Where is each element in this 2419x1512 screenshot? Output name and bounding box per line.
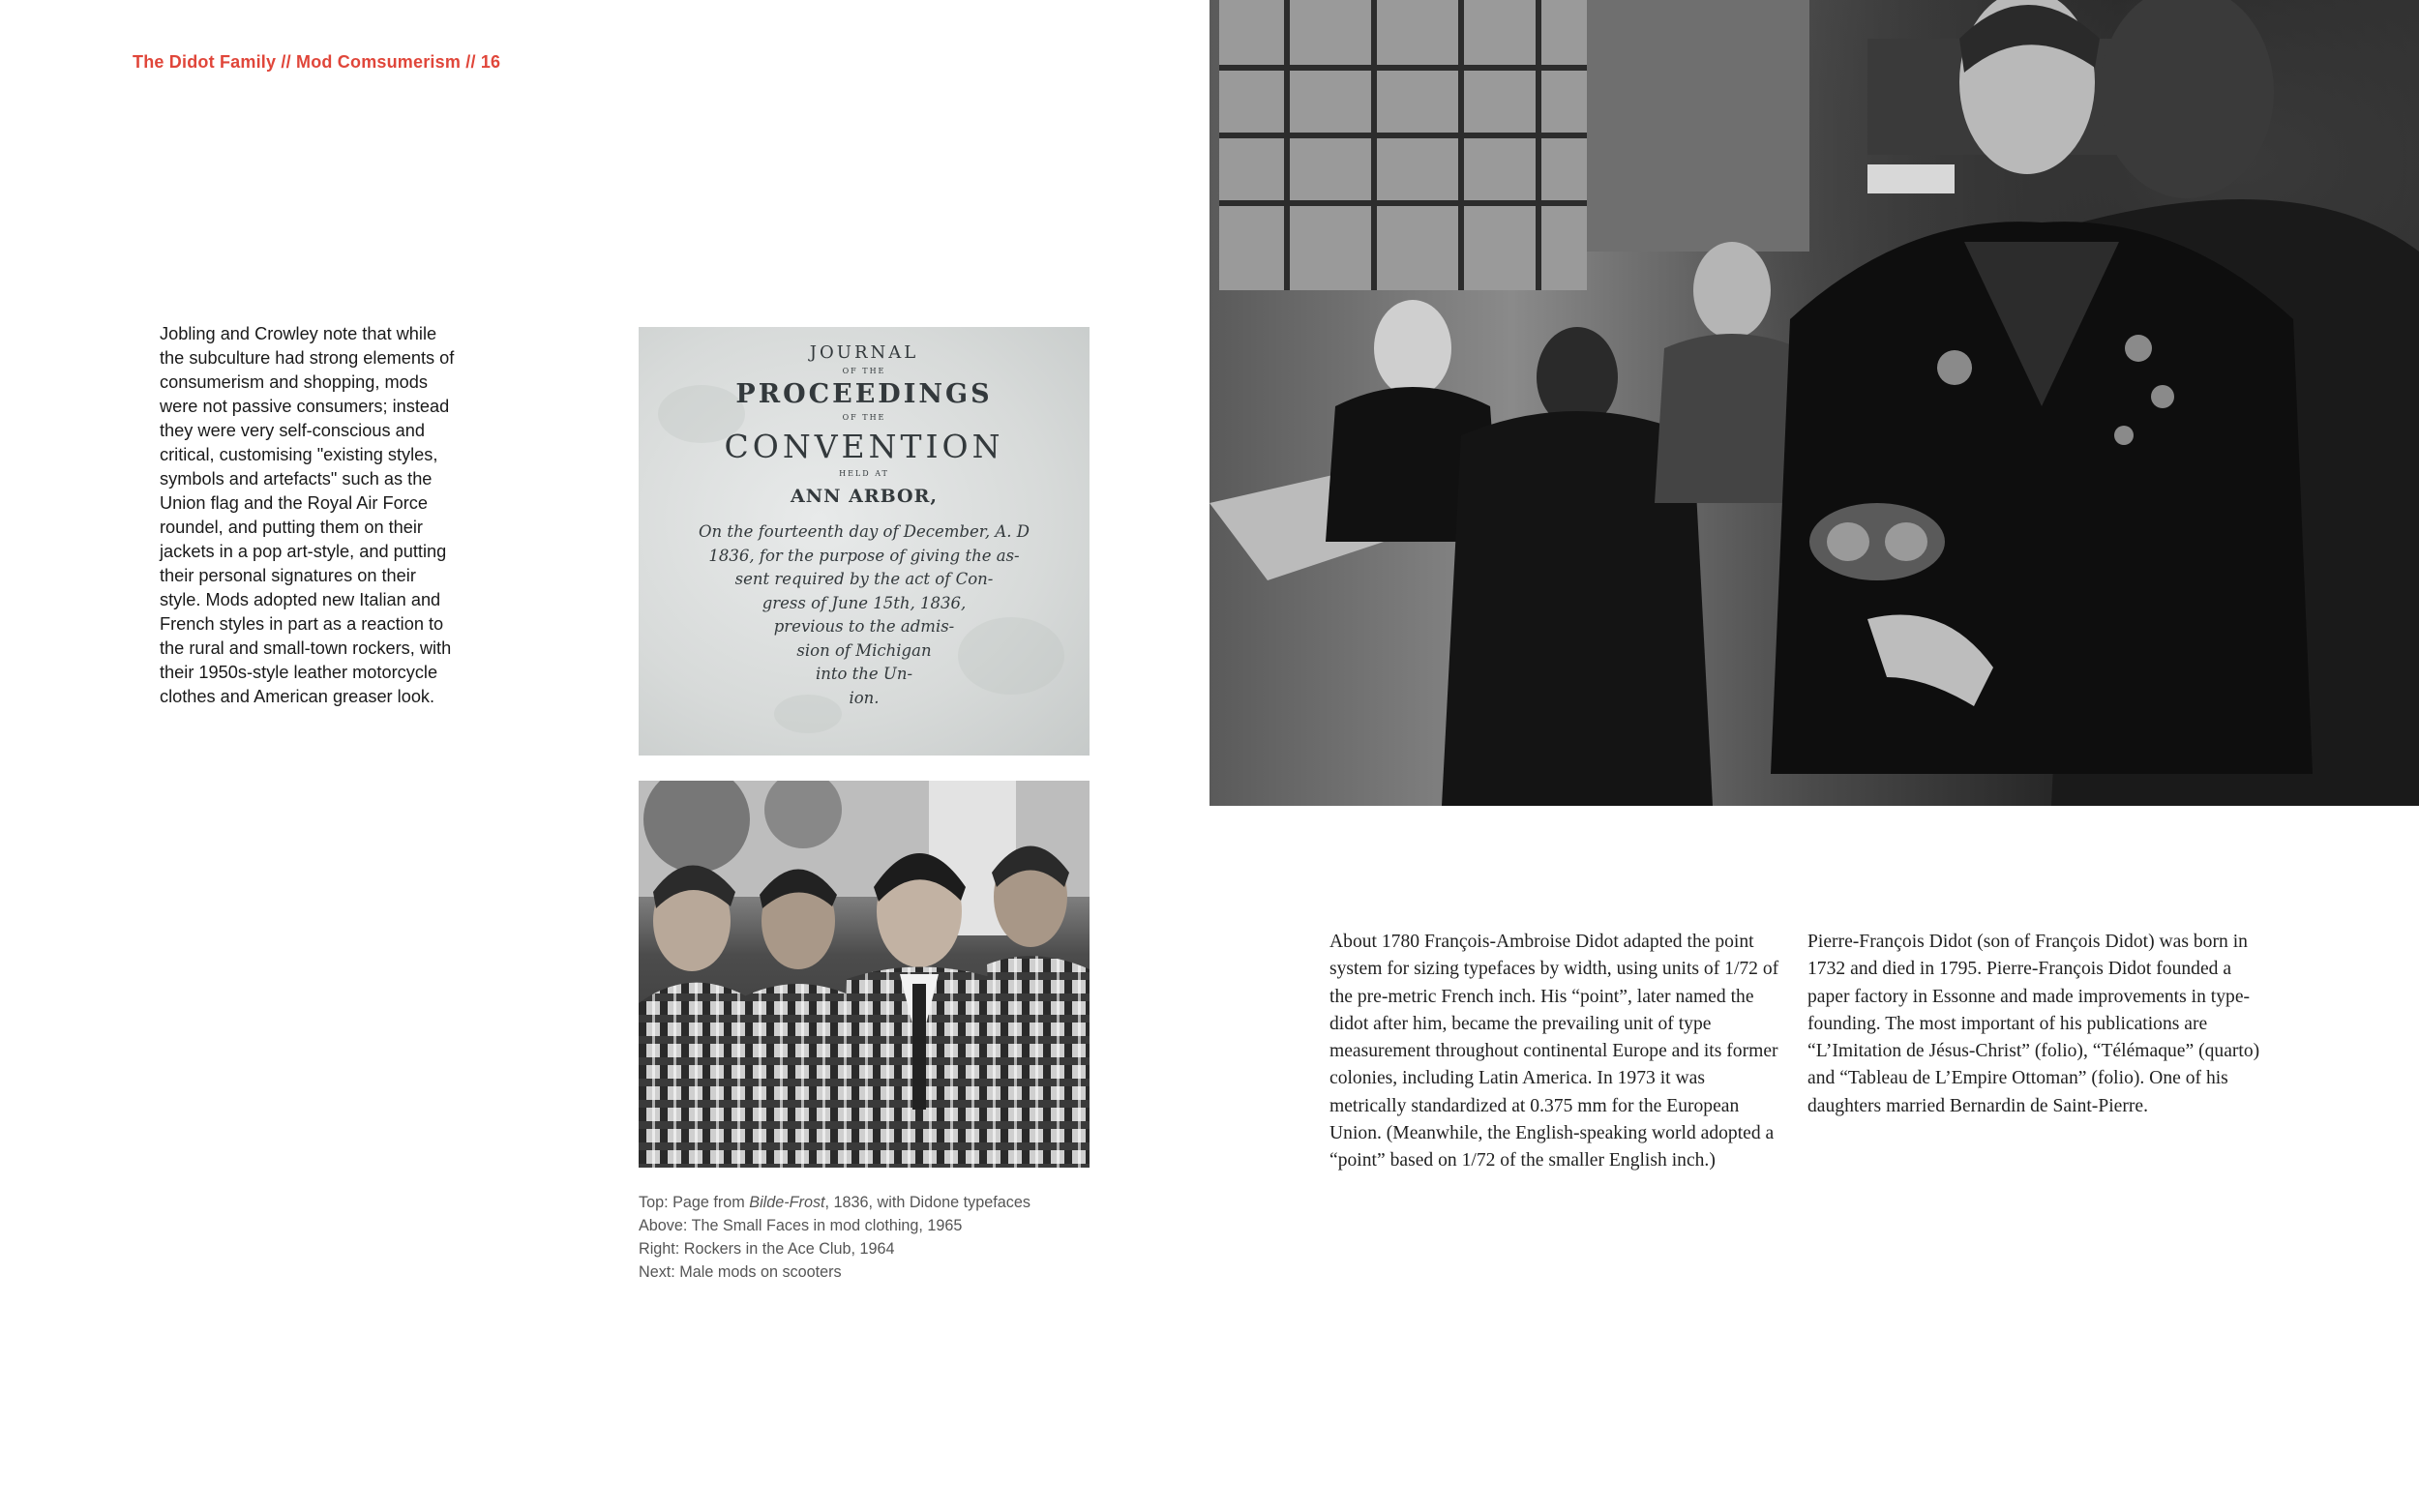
journal-para-line: sion of Michigan — [796, 640, 932, 660]
journal-para-line: previous to the admis- — [773, 617, 955, 636]
journal-para-line: On the fourteenth day of December, A. D — [699, 522, 1030, 541]
rockers-photo — [1210, 0, 2419, 806]
running-head: The Didot Family // Mod Comsumerism // 16 — [133, 52, 501, 72]
journal-para-line: ion. — [849, 688, 880, 707]
caption-line-above: Above: The Small Faces in mod clothing, 1965 — [639, 1217, 963, 1234]
journal-paragraph — [639, 520, 1090, 710]
body-column-right: Pierre-François Didot (son of François Didot) was born in 1732 and died in 1795. Pierre-François Didot founded a paper factory in Essonne and made improvements in type-founding. The most important of his publications are “L’Imitation de Jésus-Christ” (folio), “Télémaque” (quarto) and “Tableau de L’Empire Ottoman” (folio). One of his daughters married Bernardin de Saint-Pierre. — [1807, 932, 2260, 1116]
journal-para-line: sent required by the act of Con- — [734, 570, 994, 588]
small-faces-photo — [639, 781, 1090, 1168]
small-faces-photo-art — [639, 781, 1090, 1168]
caption-line-top — [639, 1191, 1142, 1214]
journal-line-convention: CONVENTION — [724, 428, 1004, 465]
journal-para-line: 1836, for the purpose of giving the as- — [708, 546, 1020, 565]
journal-para-line: gress of June 15th, 1836, — [762, 593, 967, 612]
body-column-left: About 1780 François-Ambroise Didot adapted the point system for sizing typefaces by width, using units of 1/72 of the pre-metric French inch. His “point”, later named the didot after him, became the prevailing unit of type measurement throughout continental Europe and its former colonies, including Latin America. In 1973 it was metrically standardized at 0.375 mm for the European Union. (Meanwhile, the English-speaking world adopted a “point” based on 1/72 of the smaller English inch.) — [1329, 932, 1779, 1171]
caption-line-right: Right: Rockers in the Ace Club, 1964 — [639, 1240, 895, 1258]
image-caption — [639, 1191, 1142, 1284]
journal-line-held-at: HELD AT — [839, 469, 889, 478]
journal-line-proceedings: PROCEEDINGS — [735, 379, 993, 409]
caption-line-next: Next: Male mods on scooters — [639, 1263, 842, 1281]
journal-line-of-the-2: OF THE — [842, 413, 886, 422]
journal-page-image — [639, 327, 1090, 756]
intro-paragraph: Jobling and Crowley note that while the subculture had strong elements of consumerism and shopping, mods were not passive consumers; instead they were very self-conscious and critical, customising "existing styles, symbols and artefacts" such as the Union flag and the Royal Air Force roundel, and putting them on their jackets in a pop art-style, and putting their personal signatures on their style. Mods adopted new Italian and French styles in part as a reaction to the rural and small-town rockers, with their 1950s-style leather motorcycle clothes and American greaser look. — [160, 324, 455, 706]
caption-top-prefix: Top: Page from — [639, 1194, 750, 1211]
rockers-photo-art — [1210, 0, 2419, 806]
caption-top-title: Bilde-Frost — [749, 1194, 825, 1211]
journal-line-ann-arbor: ANN ARBOR, — [791, 486, 938, 507]
journal-line-journal: JOURNAL — [809, 342, 919, 363]
caption-top-suffix: , 1836, with Didone typefaces — [824, 1194, 1030, 1211]
journal-line-of-the: OF THE — [842, 367, 886, 375]
journal-para-line: into the Un- — [815, 665, 913, 683]
